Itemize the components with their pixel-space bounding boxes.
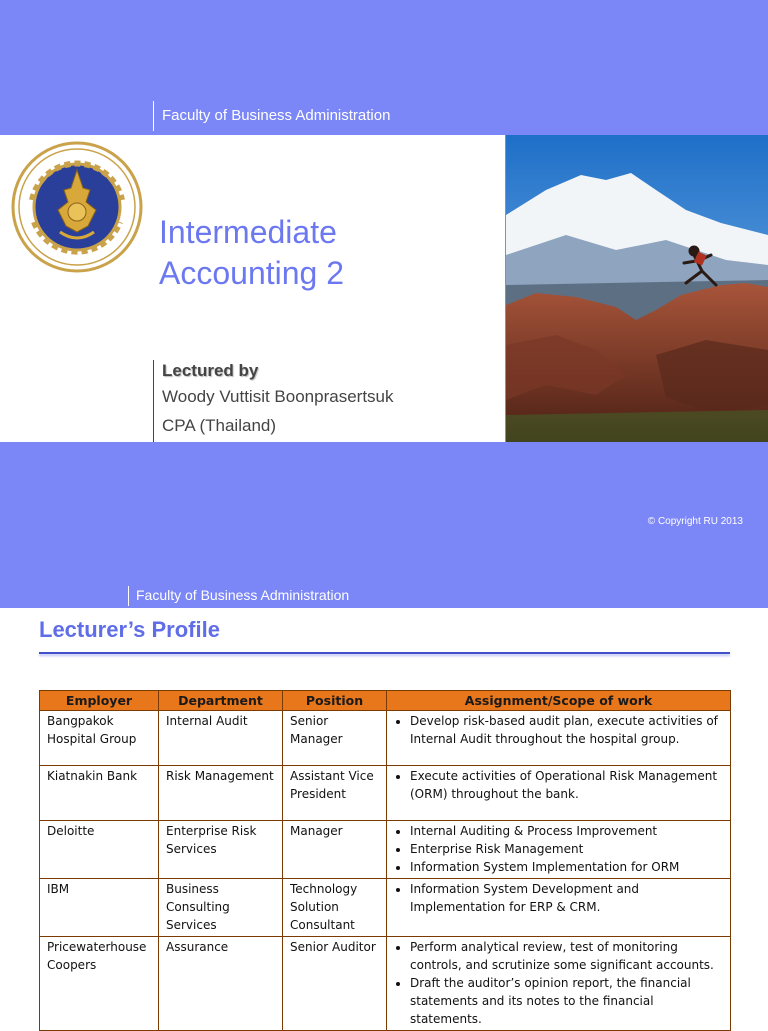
column-header-position: Position [283,691,387,711]
scope-item: • Perform analytical review, test of monitoring controls, and scrutinize some significant accounts. [410,938,723,974]
table-row [40,879,731,937]
column-header-scope: Assignment/Scope of work [387,691,731,711]
scope-cell [387,879,731,937]
position-cell: Manager [283,821,387,879]
mountain-hiker-photo [506,135,768,442]
scope-item: • Internal Auditing & Process Improvement [410,822,723,840]
lecturer-block [153,360,394,442]
table-row [40,937,731,1031]
scope-item: • Information System Implementation for ORM [410,858,723,876]
faculty-header: Faculty of Business Administration [128,586,349,606]
course-title-line1: Intermediate [159,214,337,250]
table-row [40,766,731,821]
department-cell: Business Consulting Services [159,879,283,937]
university-seal-logo [10,140,144,274]
column-header-department: Department [159,691,283,711]
employer-cell: Deloitte [40,821,159,879]
table-row [40,711,731,766]
position-cell: Senior Manager [283,711,387,766]
employer-cell: Kiatnakin Bank [40,766,159,821]
table-header-row [40,691,731,711]
position-cell: Technology Solution Consultant [283,879,387,937]
scope-item: • Draft the auditor’s opinion report, the financial statements and its notes to the financial statements. [410,974,723,1028]
employer-cell: Bangpakok Hospital Group [40,711,159,766]
department-cell: Enterprise Risk Services [159,821,283,879]
course-title [159,212,344,294]
position-cell: Senior Auditor [283,937,387,1031]
table-row [40,821,731,879]
lectured-by-label: Lectured by [162,361,259,380]
scope-item: • Information System Development and Implementation for ERP & CRM. [410,880,723,916]
employer-cell: IBM [40,879,159,937]
scope-item: • Enterprise Risk Management [410,840,723,858]
scope-cell [387,821,731,879]
column-header-employer: Employer [40,691,159,711]
profile-slide [0,580,768,1024]
scope-cell [387,711,731,766]
faculty-header: Faculty of Business Administration [153,101,390,131]
lecturer-title: CPA (Thailand) [162,416,277,435]
title-divider [39,652,730,654]
scope-cell [387,937,731,1031]
page-title: Lecturer’s Profile [39,617,220,642]
course-title-line2: Accounting 2 [159,255,345,291]
position-cell: Assistant Vice President [283,766,387,821]
header-band [0,580,768,608]
scope-cell [387,766,731,821]
department-cell: Risk Management [159,766,283,821]
department-cell: Internal Audit [159,711,283,766]
employer-cell: Pricewaterhouse Coopers [40,937,159,1031]
lecturer-name: Woody Vuttisit Boonprasertsuk [162,387,394,406]
profile-table [39,690,731,1031]
copyright-notice: © Copyright RU 2013 [647,516,743,527]
department-cell: Assurance [159,937,283,1031]
scope-item: • Develop risk-based audit plan, execute activities of Internal Audit throughout the hospital group. [410,712,723,748]
scope-item: • Execute activities of Operational Risk Management (ORM) throughout the bank. [410,767,723,803]
